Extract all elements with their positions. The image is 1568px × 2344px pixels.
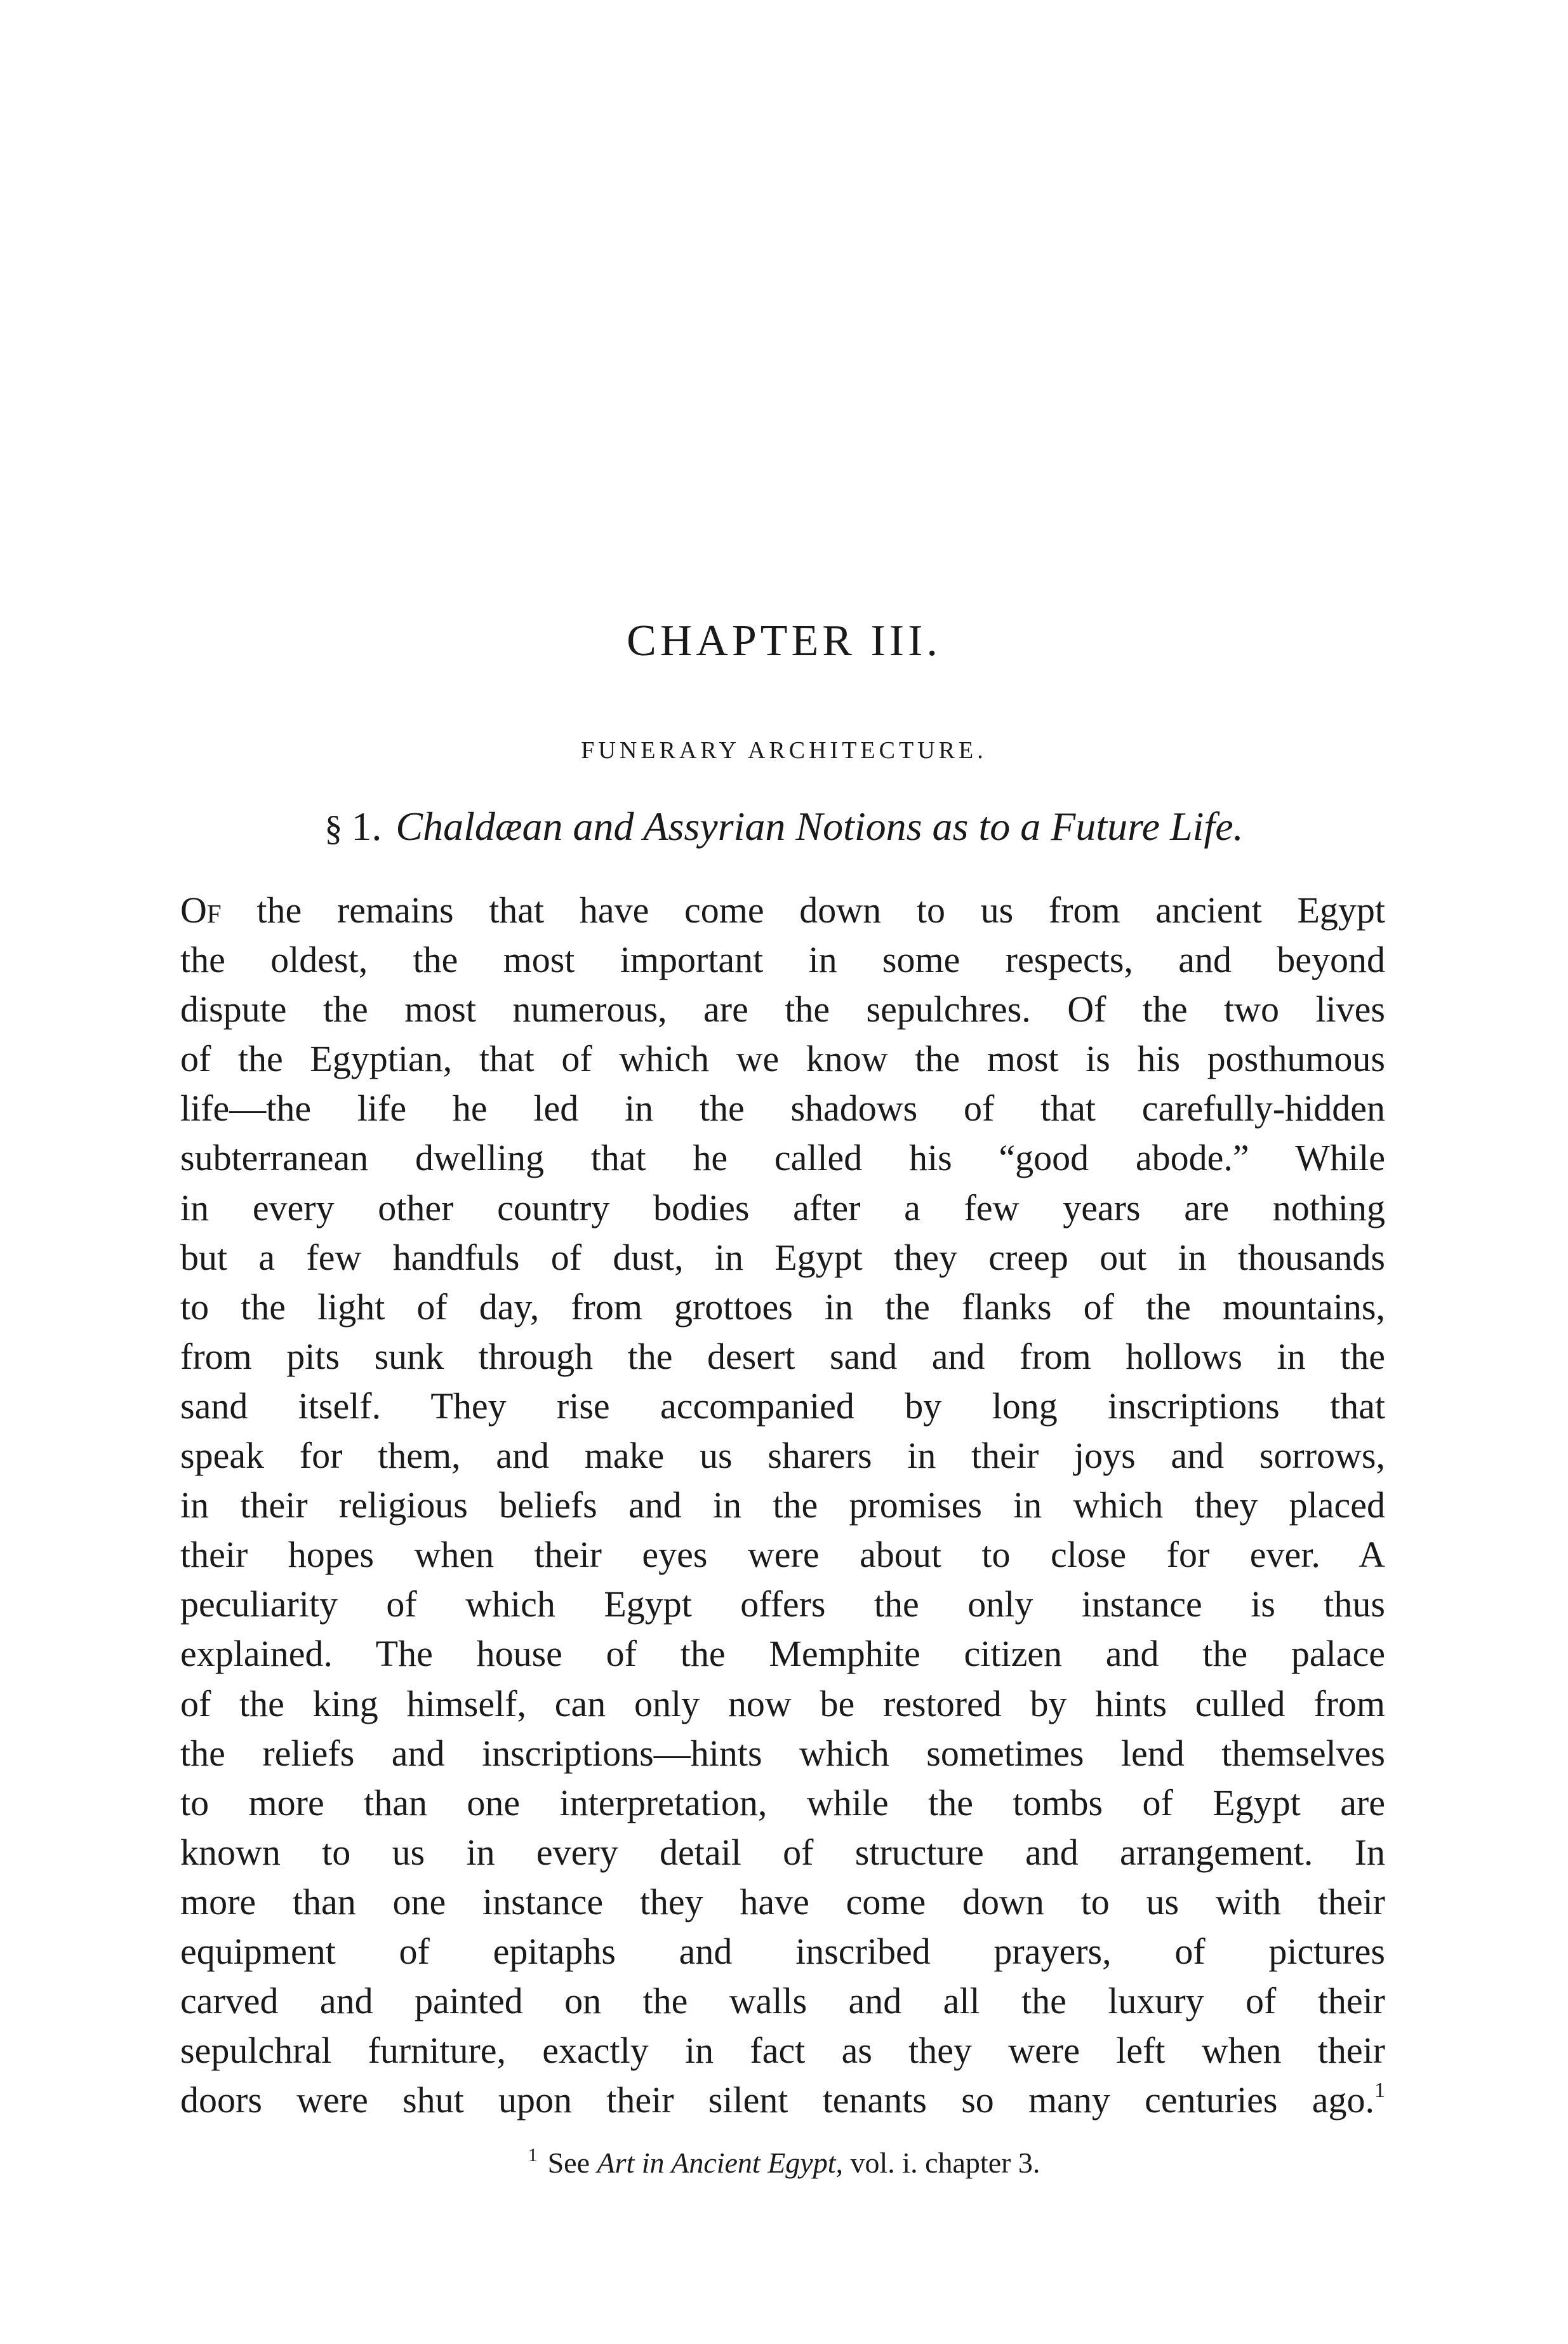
text-line: known to us in every detail of structure and arrangement. In — [180, 1831, 1385, 1873]
text-line: to more than one interpretation, while the tombs of Egypt are — [180, 1781, 1385, 1823]
text-line: more than one instance they have come down to us with their — [180, 1881, 1385, 1922]
text-line: peculiarity of which Egypt offers the only instance is thus — [180, 1583, 1385, 1625]
text-line: in every other country bodies after a few years are nothing — [180, 1187, 1385, 1229]
section-heading: FUNERARY ARCHITECTURE. — [581, 737, 987, 764]
text-line: equipment of epitaphs and inscribed prayers, of pictures — [180, 1930, 1385, 1972]
text-line: of the Egyptian, that of which we know the most is his posthumous — [180, 1038, 1385, 1080]
text-line: the reliefs and inscriptions—hints which sometimes lend themselves — [180, 1732, 1385, 1774]
first-word: Of — [180, 889, 222, 931]
text-line: the oldest, the most important in some respects, and beyond — [180, 939, 1385, 981]
body-text — [180, 886, 1385, 2125]
text-line: but a few handfuls of dust, in Egypt they creep out in thousands — [180, 1236, 1385, 1278]
text-line: explained. The house of the Memphite citizen and the palace — [180, 1633, 1385, 1675]
text-line: Of the remains that have come down to us from ancient Egypt — [180, 889, 1385, 931]
text-line: life—the life he led in the shadows of that carefully-hidden — [180, 1088, 1385, 1129]
footnote-work-title: Art in Ancient Egypt, — [597, 2147, 844, 2179]
section-symbol: § — [324, 809, 343, 848]
text-line: in their religious beliefs and in the promises in which they placed — [180, 1484, 1385, 1526]
text-line: dispute the most numerous, are the sepulchres. Of the two lives — [180, 989, 1385, 1030]
text-line: subterranean dwelling that he called his “good abode.” While — [180, 1137, 1385, 1179]
subsection-title — [0, 806, 1568, 847]
text-line: from pits sunk through the desert sand and from hollows in the — [180, 1335, 1385, 1377]
subsection-title-text: Chaldæan and Assyrian Notions as to a Future Life. — [395, 804, 1244, 849]
footnote-prefix: See — [547, 2147, 597, 2179]
footnote — [0, 2146, 1568, 2178]
text-line: doors were shut upon their silent tenants so many centuries ago.$^1$ — [180, 2079, 1385, 2121]
subsection-number: 1. — [351, 804, 382, 849]
text-line: sand itself. They rise accompanied by long inscriptions that — [180, 1385, 1385, 1427]
text-line: sepulchral furniture, exactly in fact as they were left when their — [180, 2030, 1385, 2072]
chapter-title: CHAPTER III. — [627, 616, 941, 665]
text-line: of the king himself, can only now be restored by hints culled from — [180, 1682, 1385, 1724]
footnote-suffix: vol. i. chapter 3. — [843, 2147, 1040, 2179]
text-line: to the light of day, from grottoes in the flanks of the mountains, — [180, 1286, 1385, 1328]
footnote-reference: 1 — [1374, 2079, 1385, 2103]
text-line: their hopes when their eyes were about to close for ever. A — [180, 1534, 1385, 1576]
footnote-mark: 1 — [528, 2145, 538, 2166]
text-line: carved and painted on the walls and all the luxury of their — [180, 1980, 1385, 2022]
text-line: speak for them, and make us sharers in their joys and sorrows, — [180, 1435, 1385, 1477]
